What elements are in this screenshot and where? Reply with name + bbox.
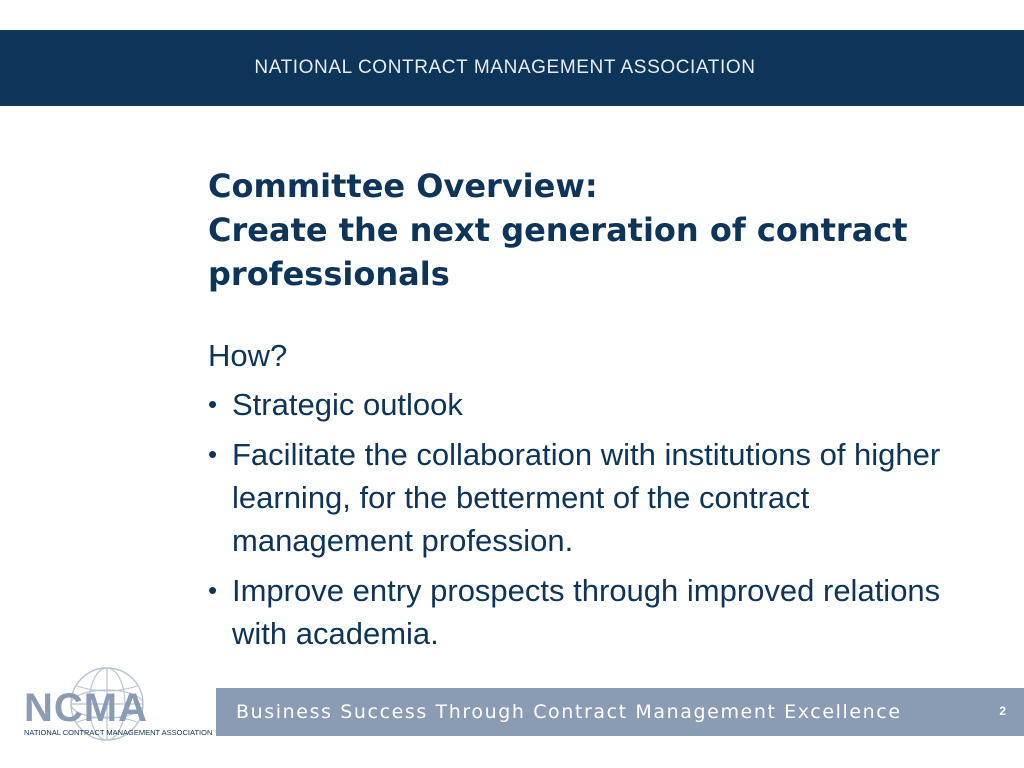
bullet-list xyxy=(208,383,998,655)
footer-tagline: Business Success Through Contract Management Excellence xyxy=(236,701,902,723)
title-line-1: Committee Overview: xyxy=(208,167,598,205)
bullet-item xyxy=(208,383,998,426)
bullet-item xyxy=(208,569,998,655)
bullet-icon: • xyxy=(208,389,218,419)
bullet-icon: • xyxy=(208,575,218,605)
bullet-icon: • xyxy=(208,439,218,469)
bullet-text: Facilitate the collaboration with institutions of higher learning, for the betterment of the contract management profession. xyxy=(232,437,941,558)
header-org-name: NATIONAL CONTRACT MANAGEMENT ASSOCIATION xyxy=(254,57,756,78)
bullet-item xyxy=(208,433,998,562)
slide-body xyxy=(208,334,998,662)
logo-wordmark: NCMA xyxy=(24,686,148,730)
footer-band xyxy=(216,688,1024,736)
title-line-2: Create the next generation of contract xyxy=(208,211,908,249)
header-band xyxy=(0,30,1024,106)
page-number: 2 xyxy=(999,704,1006,718)
logo-subtitle: NATIONAL CONTRACT MANAGEMENT ASSOCIATION xyxy=(24,728,213,737)
body-intro: How? xyxy=(208,338,288,373)
title-line-3: professionals xyxy=(208,255,450,293)
ncma-logo xyxy=(22,664,213,742)
bullet-text: Strategic outlook xyxy=(232,387,463,422)
bullet-text: Improve entry prospects through improved relations with academia. xyxy=(232,573,941,651)
slide-title xyxy=(208,164,1008,296)
